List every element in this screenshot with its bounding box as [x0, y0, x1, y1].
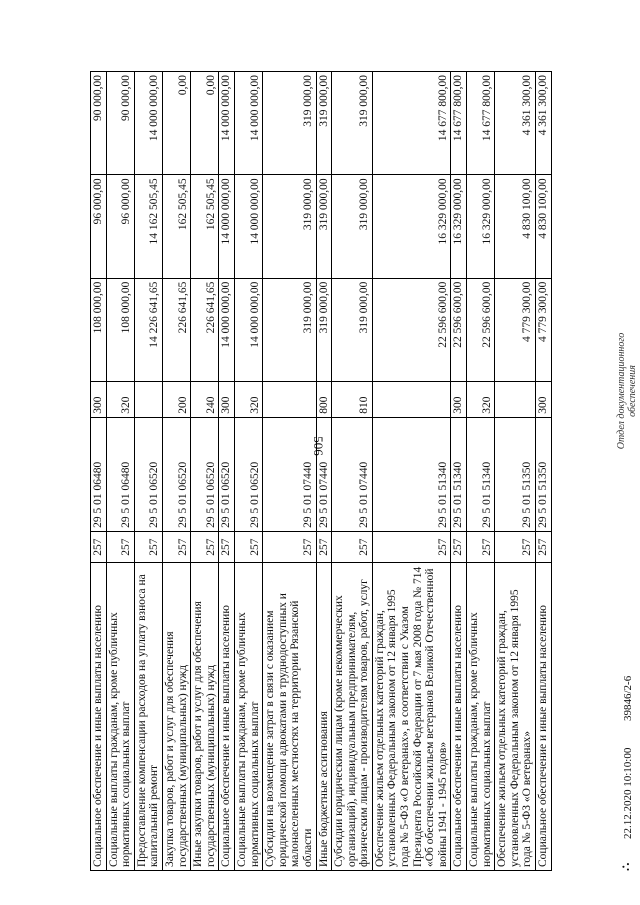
row-expense-type-cell: 320 [467, 381, 495, 417]
row-name-cell: Социальные выплаты гражданам, кроме публичных нормативных социальных выплат [467, 563, 495, 871]
row-amount-year1-cell: 22 596 600,00 [451, 278, 467, 381]
row-amount-year3-cell: 4 361 300,00 [536, 72, 552, 175]
row-amount-year3-cell: 14 677 800,00 [372, 72, 451, 175]
row-name-cell: Иные бюджетные ассигнования [316, 563, 332, 871]
row-admin-code-cell: 257 [219, 531, 235, 563]
row-target-code-cell: 29 5 01 07440 [263, 417, 316, 531]
row-target-code-cell: 29 5 01 06520 [162, 417, 190, 531]
row-expense-type-cell [263, 381, 316, 417]
row-amount-year2-cell: 4 830 100,00 [495, 175, 536, 278]
print-timestamp: 22.12.2020 10:10:00 [622, 747, 634, 839]
row-name-cell: Предоставление компенсации расходов на уплату взноса на капитальный ремонт [134, 563, 162, 871]
row-target-code-cell: 29 5 01 51340 [467, 417, 495, 531]
row-expense-type-cell: 320 [106, 381, 134, 417]
budget-table [90, 71, 552, 871]
table-row [162, 72, 190, 871]
row-amount-year3-cell: 14 000 000,00 [219, 72, 235, 175]
row-amount-year1-cell: 4 779 300,00 [495, 278, 536, 381]
row-target-code-cell: 29 5 01 07440 [332, 417, 373, 531]
row-amount-year2-cell: 162 505,45 [162, 175, 190, 278]
row-amount-year1-cell: 14 000 000,00 [219, 278, 235, 381]
row-admin-code-cell: 257 [106, 531, 134, 563]
row-expense-type-cell: 300 [219, 381, 235, 417]
row-amount-year2-cell: 162 505,45 [191, 175, 219, 278]
row-amount-year2-cell: 319 000,00 [332, 175, 373, 278]
row-expense-type-cell [495, 381, 536, 417]
row-target-code-cell: 29 5 01 06520 [191, 417, 219, 531]
row-name-cell: Иные закупки товаров, работ и услуг для обеспечения государственных (муниципальных) нужд [191, 563, 219, 871]
row-amount-year2-cell: 319 000,00 [316, 175, 332, 278]
row-target-code-cell: 29 5 01 07440 [316, 417, 332, 531]
row-target-code-cell: 29 5 01 51340 [372, 417, 451, 531]
rotated-document [90, 71, 638, 871]
row-target-code-cell: 29 5 01 06480 [106, 417, 134, 531]
table-row [495, 72, 536, 871]
row-amount-year1-cell: 22 596 600,00 [372, 278, 451, 381]
row-amount-year3-cell: 14 677 800,00 [467, 72, 495, 175]
row-amount-year1-cell: 14 000 000,00 [234, 278, 262, 381]
table-row [134, 72, 162, 871]
row-expense-type-cell: 300 [91, 381, 107, 417]
row-target-code-cell: 29 5 01 51350 [495, 417, 536, 531]
row-name-cell: Субсидии юридическим лицам (кроме некоммерческих организаций), индивидуальным предпринимателям, физическим лицам - производителям товаров, работ, услуг [332, 563, 373, 871]
row-name-cell: Субсидии на возмещение затрат в связи с оказанием юридической помощи адвокатами в труднодоступных и малонаселенных местностях на территории Рязанской области [263, 563, 316, 871]
row-expense-type-cell [372, 381, 451, 417]
row-amount-year3-cell: 0,00 [191, 72, 219, 175]
table-row [467, 72, 495, 871]
row-name-cell: Социальное обеспечение и иные выплаты населению [536, 563, 552, 871]
row-amount-year3-cell: 14 677 800,00 [451, 72, 467, 175]
row-admin-code-cell: 257 [316, 531, 332, 563]
row-amount-year2-cell: 319 000,00 [263, 175, 316, 278]
row-amount-year3-cell: 319 000,00 [263, 72, 316, 175]
row-admin-code-cell: 257 [372, 531, 451, 563]
budget-table-body [91, 72, 552, 871]
row-amount-year3-cell: 4 361 300,00 [495, 72, 536, 175]
row-amount-year2-cell: 14 000 000,00 [234, 175, 262, 278]
table-row [316, 72, 332, 871]
table-row [372, 72, 451, 871]
row-amount-year1-cell: 319 000,00 [316, 278, 332, 381]
row-amount-year2-cell: 96 000,00 [106, 175, 134, 278]
table-row [263, 72, 316, 871]
row-target-code-cell: 29 5 01 51350 [536, 417, 552, 531]
row-expense-type-cell: 200 [162, 381, 190, 417]
department-line-2: обеспечения [627, 365, 638, 417]
row-amount-year2-cell: 4 830 100,00 [536, 175, 552, 278]
row-name-cell: Обеспечение жильем отдельных категорий граждан, установленных Федеральным законом от 12 января 1995 года № 5-ФЗ «О ветеранах» [495, 563, 536, 871]
row-amount-year1-cell: 226 641,65 [162, 278, 190, 381]
row-name-cell: Обеспечение жильем отдельных категорий граждан, установленных Федеральным законом от 12 января 1995 года № 5-ФЗ «О ветеранах», в соответствии с Указом Президента Российской Федерации от 7 мая 2008 года № 714 «Об обеспечении жильем ветеранов Великой Отечественной войны 1941 - 1945 годов» [372, 563, 451, 871]
row-admin-code-cell: 257 [263, 531, 316, 563]
row-amount-year1-cell: 319 000,00 [332, 278, 373, 381]
row-amount-year1-cell: 108 000,00 [91, 278, 107, 381]
row-amount-year3-cell: 319 000,00 [332, 72, 373, 175]
row-amount-year1-cell: 4 779 300,00 [536, 278, 552, 381]
row-admin-code-cell: 257 [495, 531, 536, 563]
table-row [536, 72, 552, 871]
row-amount-year3-cell: 319 000,00 [316, 72, 332, 175]
row-amount-year3-cell: 90 000,00 [91, 72, 107, 175]
row-amount-year1-cell: 226 641,65 [191, 278, 219, 381]
table-row [191, 72, 219, 871]
row-name-cell: Социальное обеспечение и иные выплаты населению [451, 563, 467, 871]
row-admin-code-cell: 257 [467, 531, 495, 563]
row-name-cell: Социальное обеспечение и иные выплаты населению [91, 563, 107, 871]
table-row [219, 72, 235, 871]
row-name-cell: Закупка товаров, работ и услуг для обеспечения государственных (муниципальных) нужд [162, 563, 190, 871]
row-amount-year1-cell: 22 596 600,00 [467, 278, 495, 381]
row-amount-year1-cell: 319 000,00 [263, 278, 316, 381]
stamp-icon: ⛬ [618, 862, 632, 871]
row-amount-year2-cell: 16 329 000,00 [451, 175, 467, 278]
row-amount-year3-cell: 0,00 [162, 72, 190, 175]
row-amount-year3-cell: 14 000 000,00 [234, 72, 262, 175]
row-amount-year2-cell: 16 329 000,00 [372, 175, 451, 278]
row-target-code-cell: 29 5 01 06480 [91, 417, 107, 531]
row-expense-type-cell [134, 381, 162, 417]
row-admin-code-cell: 257 [451, 531, 467, 563]
table-row [451, 72, 467, 871]
row-amount-year3-cell: 90 000,00 [106, 72, 134, 175]
row-name-cell: Социальное обеспечение и иные выплаты населению [219, 563, 235, 871]
department-stamp [616, 321, 638, 461]
row-expense-type-cell: 300 [536, 381, 552, 417]
row-amount-year2-cell: 14 162 505,45 [134, 175, 162, 278]
row-amount-year1-cell: 108 000,00 [106, 278, 134, 381]
page-number: 506 [311, 436, 326, 456]
row-target-code-cell: 29 5 01 06520 [234, 417, 262, 531]
table-row [91, 72, 107, 871]
row-expense-type-cell: 800 [316, 381, 332, 417]
row-admin-code-cell: 257 [234, 531, 262, 563]
row-name-cell: Социальные выплаты гражданам, кроме публичных нормативных социальных выплат [106, 563, 134, 871]
document-code: 39846/2-6 [622, 675, 634, 721]
department-line-1: Отдел документационного [616, 332, 627, 450]
row-admin-code-cell: 257 [162, 531, 190, 563]
row-expense-type-cell: 300 [451, 381, 467, 417]
row-amount-year2-cell: 16 329 000,00 [467, 175, 495, 278]
row-amount-year2-cell: 14 000 000,00 [219, 175, 235, 278]
row-admin-code-cell: 257 [91, 531, 107, 563]
row-admin-code-cell: 257 [536, 531, 552, 563]
row-expense-type-cell: 810 [332, 381, 373, 417]
table-row [106, 72, 134, 871]
row-expense-type-cell: 240 [191, 381, 219, 417]
row-expense-type-cell: 320 [234, 381, 262, 417]
row-admin-code-cell: 257 [332, 531, 373, 563]
row-target-code-cell: 29 5 01 06520 [219, 417, 235, 531]
row-target-code-cell: 29 5 01 51340 [451, 417, 467, 531]
row-amount-year2-cell: 96 000,00 [91, 175, 107, 278]
row-target-code-cell: 29 5 01 06520 [134, 417, 162, 531]
row-name-cell: Социальные выплаты гражданам, кроме публичных нормативных социальных выплат [234, 563, 262, 871]
table-row [234, 72, 262, 871]
row-admin-code-cell: 257 [134, 531, 162, 563]
row-admin-code-cell: 257 [191, 531, 219, 563]
table-row [332, 72, 373, 871]
row-amount-year3-cell: 14 000 000,00 [134, 72, 162, 175]
row-amount-year1-cell: 14 226 641,65 [134, 278, 162, 381]
